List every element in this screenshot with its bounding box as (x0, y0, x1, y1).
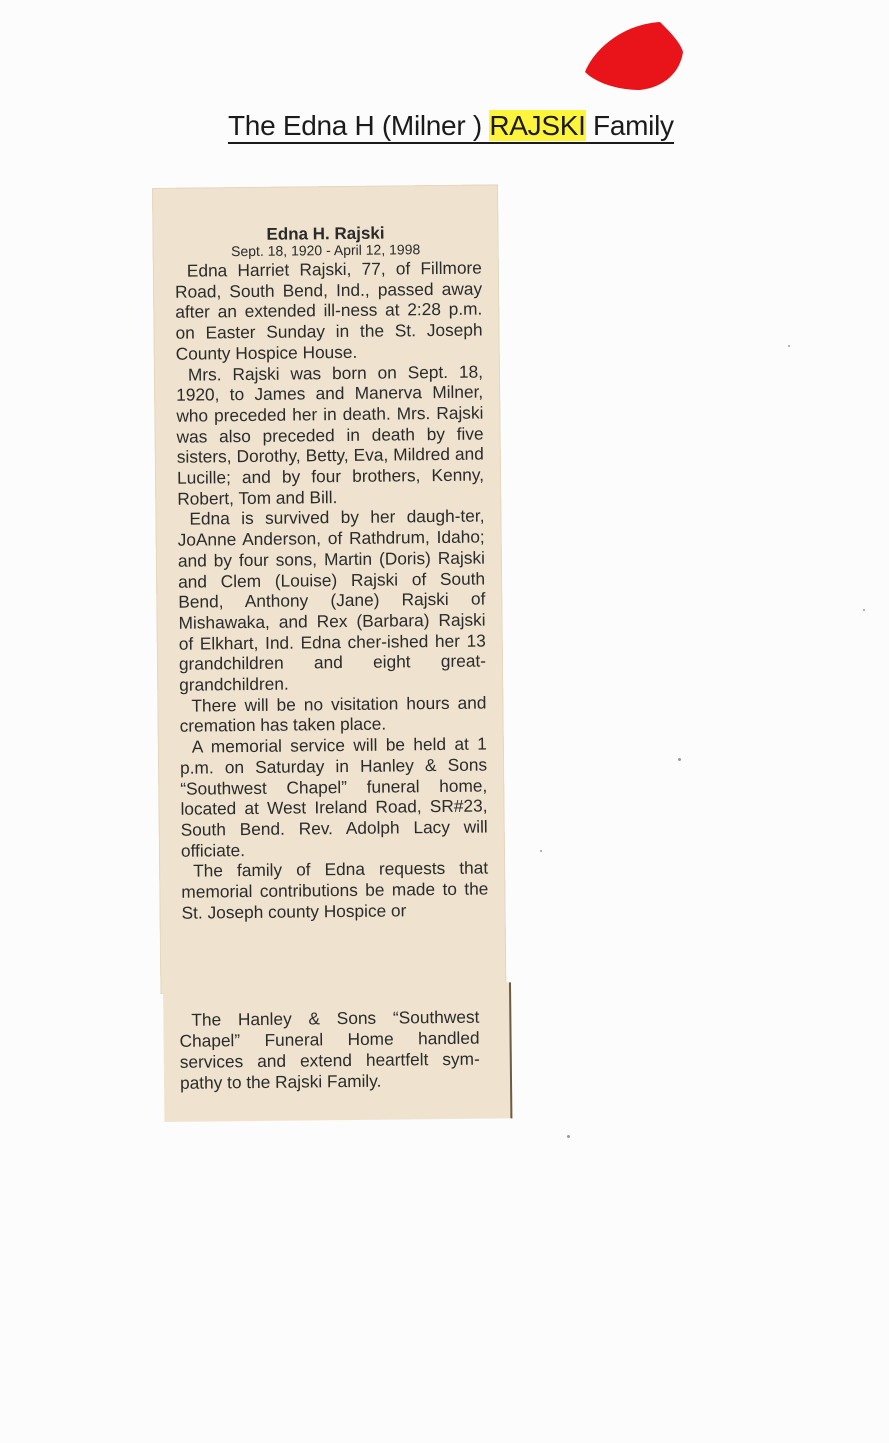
obituary-paragraph: Edna Harriet Rajski, 77, of Fillmore Road, South Bend, Ind., passed away after an extended ill-ness at 2:28 p.m. on Easter Sunday in the St. Joseph County Hospice House. (174, 257, 483, 364)
page-title (228, 110, 788, 142)
red-sticker-icon (585, 22, 683, 90)
obituary-clipping (152, 184, 506, 994)
closing-clipping (163, 982, 512, 1122)
closing-paragraph: The Hanley & Sons “Southwest Chapel” Funeral Home handled services and extend heartfelt sym-pathy to the Rajski Family. (179, 1006, 480, 1093)
title-prefix: The Edna H (Milner ) (228, 110, 490, 141)
scan-speck (567, 1135, 570, 1138)
obituary-paragraph: A memorial service will be held at 1 p.m. on Saturday in Hanley & Sons “Southwest Chapel” funeral home, located at West Ireland Road, SR#23, South Bend. Rev. Adolph Lacy will officiate. (179, 733, 488, 861)
obituary-paragraph: Edna is survived by her daugh-ter, JoAnne Anderson, of Rathdrum, Idaho; and by four sons, Martin (Doris) Rajski and Clem (Louise) Rajski of South Bend, Anthony (Jane) Rajski of Mishawaka, and Rex (Barbara) Rajski of Elkhart, Ind. Edna cher-ished her 13 grandchildren and eight great-grandchildren. (177, 505, 487, 695)
obituary-paragraph: Mrs. Rajski was born on Sept. 18, 1920, to James and Manerva Milner, who preceded her in death. Mrs. Rajski was also preceded in death by five sisters, Dorothy, Betty, Eva, Mildred and Lucille; and by four brothers, Kenny, Robert, Tom and Bill. (176, 361, 485, 509)
obituary-body (174, 257, 489, 923)
obituary-paragraph: The family of Edna requests that memorial contributions be made to the St. Joseph county Hospice or (181, 857, 489, 923)
scan-speck (540, 850, 542, 852)
closing-body (179, 1007, 480, 1094)
scan-speck (788, 345, 790, 347)
obituary-paragraph: There will be no visitation hours and cremation has taken place. (179, 692, 487, 737)
obituary-dates: Sept. 18, 1920 - April 12, 1998 (231, 241, 421, 260)
obituary-name: Edna H. Rajski (266, 223, 385, 244)
title-highlight: RAJSKI (489, 110, 586, 141)
title-suffix: Family (585, 110, 674, 141)
scan-speck (863, 609, 865, 611)
scan-speck (678, 758, 681, 761)
